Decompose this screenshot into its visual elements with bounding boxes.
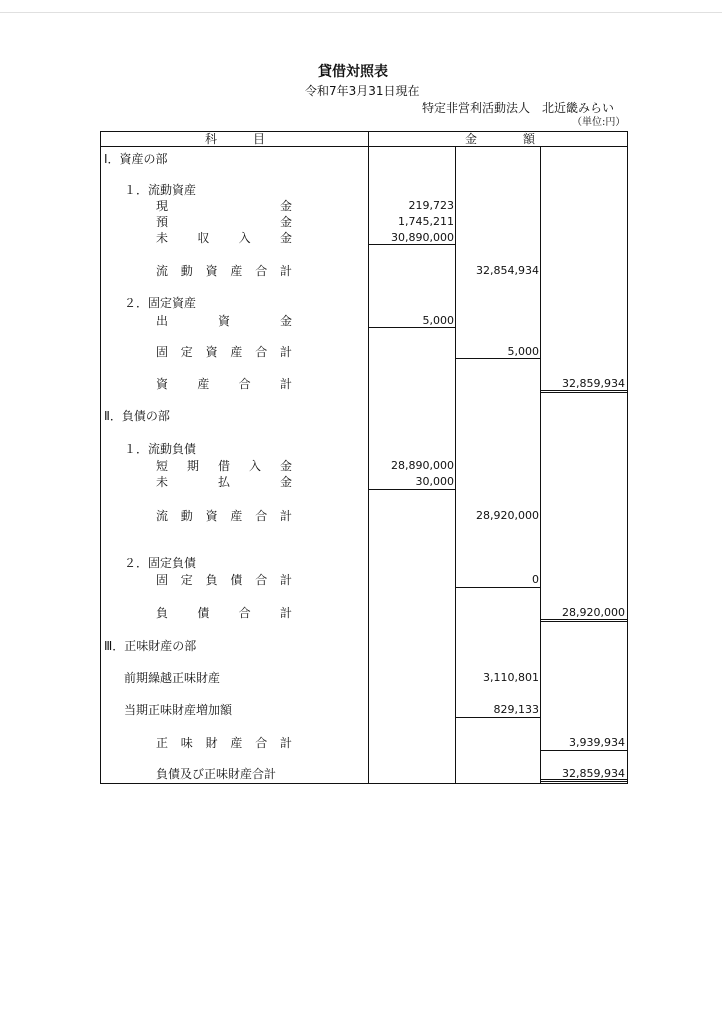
fixed-assets-total-underline (455, 358, 540, 359)
table-row: 出 資 金 (156, 314, 292, 328)
fixed-assets-underline (368, 327, 455, 328)
liability-total-double-line (540, 619, 627, 622)
liabilities-total-label: 負 債 合 計 (156, 606, 292, 620)
table-row: 現 金 (156, 199, 292, 213)
current-assets-total-label: 流 動 資 産 合 計 (156, 264, 292, 278)
column-header-amount: 金 額 (465, 132, 535, 146)
current-liabilities-total-label: 流 動 資 産 合 計 (156, 509, 292, 523)
fixed-assets-heading: ２．固定資産 (124, 296, 197, 310)
table-left-border (100, 131, 101, 784)
document-title: 貸借対照表 (318, 64, 388, 80)
deposits-value: 1,745,211 (398, 215, 454, 228)
fixed-liabilities-total-value: 0 (532, 573, 539, 586)
net-assets-total-underline (540, 750, 627, 751)
net-assets-carryforward-value: 3,110,801 (483, 671, 539, 684)
net-assets-increase-label: 当期正味財産増加額 (124, 703, 233, 717)
assets-total-value: 32,859,934 (562, 377, 625, 390)
grand-total-value: 32,859,934 (562, 767, 625, 780)
investment-value: 5,000 (422, 314, 454, 327)
fixed-liabilities-heading: ２．固定負債 (124, 556, 197, 570)
asset-total-double-line (540, 390, 627, 393)
table-bottom-border (100, 783, 628, 784)
fixed-assets-total-label: 固 定 資 産 合 計 (156, 345, 292, 359)
current-liabilities-underline (368, 489, 455, 490)
current-liabilities-total-value: 28,920,000 (476, 509, 539, 522)
table-top-border (100, 131, 628, 132)
col-divider-2 (455, 146, 456, 784)
current-assets-underline (368, 244, 455, 245)
receivables-value: 30,890,000 (391, 231, 454, 244)
short-term-loans-value: 28,890,000 (391, 459, 454, 472)
net-assets-section-heading: Ⅲ．正味財産の部 (104, 639, 197, 653)
table-right-border (627, 131, 628, 784)
assets-section-heading: Ⅰ．資産の部 (104, 152, 168, 166)
table-row: 未 収 入 金 (156, 231, 292, 245)
column-header-item: 科 目 (205, 132, 265, 146)
grand-total-label: 負債及び正味財産合計 (156, 767, 277, 781)
scan-edge (0, 12, 722, 13)
liabilities-section-heading: Ⅱ．負債の部 (104, 409, 170, 423)
header-bottom-border (100, 146, 628, 147)
net-assets-total-value: 3,939,934 (569, 736, 625, 749)
table-row: 短 期 借 入 金 (156, 459, 292, 473)
unit-label: （単位:円） (572, 117, 626, 128)
fixed-liabilities-underline (455, 587, 540, 588)
cash-value: 219,723 (408, 199, 454, 212)
liabilities-total-value: 28,920,000 (562, 606, 625, 619)
current-liabilities-heading: １．流動負債 (124, 442, 197, 456)
net-assets-increase-underline (455, 717, 540, 718)
table-row: 未 払 金 (156, 475, 292, 489)
col-divider-1 (368, 131, 369, 784)
net-assets-carryforward-label: 前期繰越正味財産 (124, 671, 221, 685)
fixed-assets-total-value: 5,000 (507, 345, 539, 358)
net-assets-increase-value: 829,133 (493, 703, 539, 716)
organization-name: 特定非営利活動法人 北近畿みらい (422, 101, 615, 115)
fixed-liabilities-total-label: 固 定 負 債 合 計 (156, 573, 292, 587)
as-of-date: 令和7年3月31日現在 (305, 84, 420, 98)
current-assets-total-value: 32,854,934 (476, 264, 539, 277)
net-assets-total-label: 正 味 財 産 合 計 (156, 736, 292, 750)
assets-total-label: 資 産 合 計 (156, 377, 292, 391)
col-divider-3 (540, 146, 541, 784)
table-row: 預 金 (156, 215, 292, 229)
current-assets-heading: １．流動資産 (124, 183, 197, 197)
accrued-expenses-value: 30,000 (415, 475, 454, 488)
